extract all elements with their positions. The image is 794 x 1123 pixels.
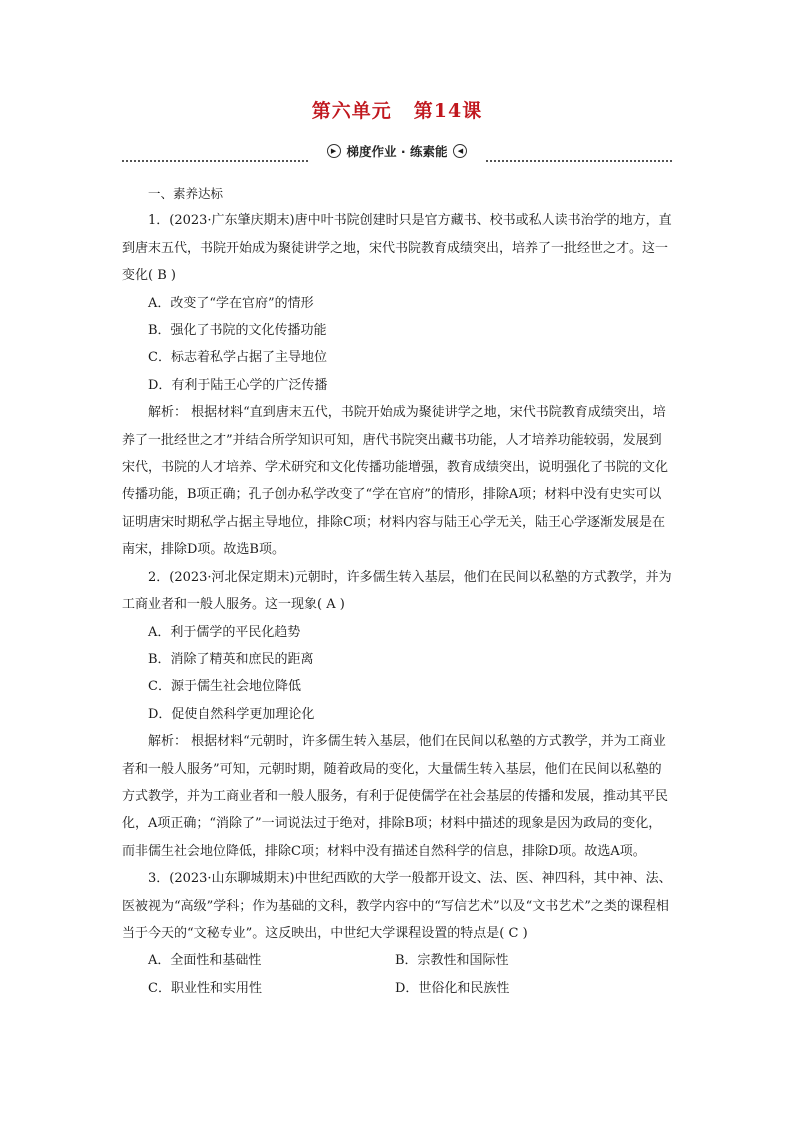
question-3-option-a: A．全面性和基础性 (148, 953, 262, 969)
question-1-analysis: 解析： 根据材料“直到唐末五代，书院开始成为聚徒讲学之地，宋代书院教育成绩突出，培养了一批经世之才”并结合所学知识可知，唐代书院突出藏书功能，人才培养功能较弱，发展到宋代，书院的人才培养、学术研究和文化传播功能增强，教育成绩突出，说明强化了书院的文化传播功能，B项正确；孔子创办私学改变了“学在官府”的情形，排除A项；材料中没有史实可以证明唐宋时期私学占据主导地位，排除C项；材料内容与陆王心学无关，陆王心学逐渐发展是在南宋，排除D项。故选B项。 (122, 405, 669, 558)
question-3-options-row-1 (122, 947, 672, 974)
question-3-stem: 3．(2023·山东聊城期末)中世纪西欧的大学一般都开设文、法、医、神四科，其中神、法、医被视为“高级”学科；作为基础的文科，教学内容中的“写信艺术”以及“文书艺术”之类的课程相当于今天的“文秘专业”。这反映出，中世纪大学课程设置的特点是( C ) (122, 871, 672, 941)
question-1-option-b: B．强化了书院的文化传播功能 (148, 323, 327, 339)
section-banner (122, 140, 672, 164)
question-1-option-d: D．有利于陆王心学的广泛传播 (148, 377, 328, 393)
question-2-stem: 2．(2023·河北保定期末)元朝时，许多儒生转入基层，他们在民间以私塾的方式教学，并为工商业者和一般人服务。这一现象( A ) (122, 569, 672, 613)
question-1-option-a: A．改变了“学在官府”的情形 (148, 295, 314, 311)
document-body (122, 180, 672, 1002)
play-right-icon: ▶ (327, 144, 341, 158)
question-1-stem: 1．(2023·广东肇庆期末)唐中叶书院创建时只是官方藏书、校书或私人读书治学的地方，直到唐末五代，书院开始成为聚徒讲学之地，宋代书院教育成绩突出，培养了一批经世之才。这一变化( B ) (122, 213, 672, 284)
question-2-option-a: A．利于儒学的平民化趋势 (148, 624, 301, 640)
question-2-option-b: B．消除了精英和庶民的距离 (148, 651, 314, 667)
question-3-option-c: C．职业性和实用性 (148, 980, 262, 996)
lesson-title: 第14课 (413, 100, 483, 122)
question-3-options-row-2 (122, 975, 672, 1002)
question-2-option-d: D．促使自然科学更加理论化 (148, 706, 315, 722)
play-left-icon: ◀ (453, 144, 467, 158)
question-1-option-c: C．标志着私学占据了主导地位 (148, 350, 327, 366)
question-2-analysis: 解析： 根据材料“元朝时，许多儒生转入基层，他们在民间以私塾的方式教学，并为工商业者和一般人服务”可知，元朝时期，随着政局的变化，大量儒生转入基层，他们在民间以私塾的方式教学，并为工商业者和一般人服务，有利于促使儒学在社会基层的传播和发展，推动其平民化，A项正确；“消除了”一词说法过于绝对，排除B项；材料中描述的现象是因为政局的变化，而非儒生社会地位降低，排除C项；材料中没有描述自然科学的信息，排除D项。故选A项。 (122, 734, 669, 859)
unit-title: 第六单元 (311, 100, 392, 122)
section-heading: 一、素养达标 (148, 186, 224, 201)
question-3-option-d: D．世俗化和民族性 (395, 980, 510, 996)
question-2-option-c: C．源于儒生社会地位降低 (148, 679, 301, 695)
page-title (0, 96, 794, 123)
question-3-option-b: B．宗教性和国际性 (395, 953, 509, 969)
banner-label: 梯度作业 · 练素能 (346, 144, 448, 159)
